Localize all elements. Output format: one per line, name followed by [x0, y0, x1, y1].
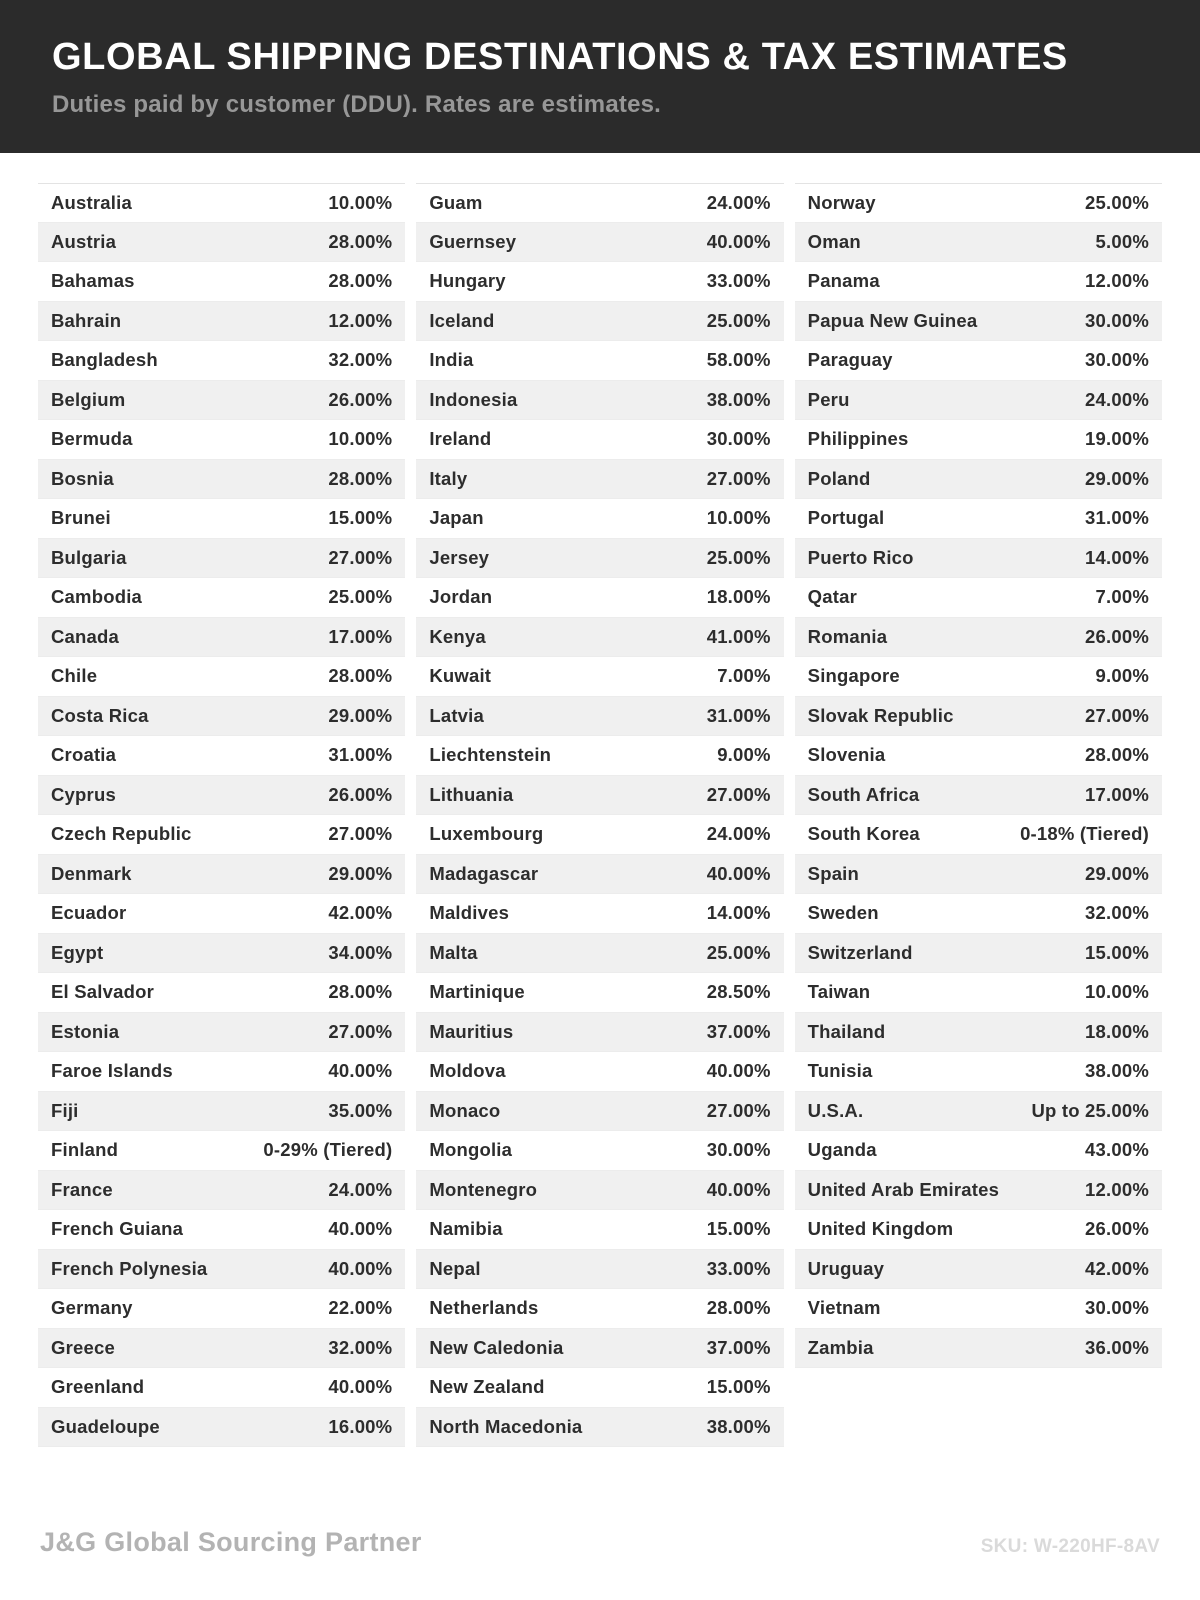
table-row [38, 1131, 405, 1171]
tax-rate: 32.00% [328, 349, 393, 371]
country-name: United Kingdom [807, 1218, 954, 1240]
tax-rate: 12.00% [1085, 270, 1149, 292]
rates-table [0, 153, 1200, 1447]
table-row [38, 381, 405, 421]
table-row [38, 223, 405, 263]
country-name: Czech Republic [51, 823, 192, 845]
country-name: Lithuania [429, 783, 514, 805]
tax-rate: 9.00% [1095, 665, 1149, 687]
table-row [795, 736, 1162, 776]
rates-column-2 [416, 183, 783, 1447]
table-row [416, 697, 783, 737]
tax-rate: 15.00% [328, 507, 393, 529]
country-name: Cyprus [51, 783, 116, 805]
table-row [416, 381, 783, 421]
table-row [38, 973, 405, 1013]
table-row [416, 183, 783, 223]
table-row [795, 776, 1162, 816]
tax-rate: 30.00% [1085, 309, 1149, 331]
table-row [416, 657, 783, 697]
table-row [416, 894, 783, 934]
country-name: Uganda [807, 1139, 877, 1161]
tax-rate: 40.00% [328, 1376, 393, 1398]
table-row [38, 302, 405, 342]
country-name: Croatia [51, 744, 117, 766]
tax-rate: Up to 25.00% [1031, 1099, 1149, 1121]
country-name: Nepal [429, 1257, 481, 1279]
country-name: Bosnia [51, 467, 114, 489]
tax-rate: 26.00% [1085, 1218, 1149, 1240]
table-row [795, 499, 1162, 539]
country-name: Latvia [429, 704, 484, 726]
table-row [38, 499, 405, 539]
footer [0, 1527, 1200, 1600]
tax-rate: 7.00% [717, 665, 771, 687]
tax-rate: 37.00% [706, 1020, 771, 1042]
tax-rate: 24.00% [1085, 388, 1149, 410]
table-row [416, 262, 783, 302]
country-name: Indonesia [429, 388, 518, 410]
tax-rate: 40.00% [706, 1178, 771, 1200]
table-row [416, 815, 783, 855]
table-row [416, 460, 783, 500]
table-row [795, 223, 1162, 263]
table-row [416, 1052, 783, 1092]
tax-rate: 27.00% [328, 546, 393, 568]
table-row [416, 420, 783, 460]
tax-rate: 14.00% [1085, 546, 1149, 568]
tax-rate: 35.00% [328, 1099, 393, 1121]
table-row [38, 855, 405, 895]
table-row [416, 499, 783, 539]
table-row [795, 618, 1162, 658]
tax-rate: 38.00% [706, 388, 771, 410]
country-name: Philippines [807, 428, 909, 450]
tax-rate: 31.00% [1085, 507, 1149, 529]
tax-rate: 24.00% [706, 823, 771, 845]
country-name: Namibia [429, 1218, 503, 1240]
table-row [416, 736, 783, 776]
country-name: Germany [51, 1297, 133, 1319]
tax-rate: 10.00% [328, 428, 393, 450]
country-name: French Guiana [51, 1218, 184, 1240]
tax-rate: 34.00% [328, 941, 393, 963]
table-row [38, 1289, 405, 1329]
country-name: Finland [51, 1139, 119, 1161]
country-name: Slovak Republic [807, 704, 954, 726]
country-name: Slovenia [807, 744, 886, 766]
country-name: Montenegro [429, 1178, 538, 1200]
table-row [38, 736, 405, 776]
table-row [795, 1171, 1162, 1211]
country-name: Luxembourg [429, 823, 544, 845]
table-row [38, 460, 405, 500]
table-row [38, 1368, 405, 1408]
country-name: Papua New Guinea [807, 309, 978, 331]
country-name: Norway [807, 191, 876, 213]
table-row [38, 815, 405, 855]
table-row [416, 578, 783, 618]
tax-rate: 28.00% [328, 665, 393, 687]
tax-rate: 31.00% [328, 744, 393, 766]
table-row [795, 1289, 1162, 1329]
tax-rate: 30.00% [706, 428, 771, 450]
table-row [38, 578, 405, 618]
country-name: Moldova [429, 1060, 506, 1082]
tax-rate: 10.00% [1085, 981, 1149, 1003]
tax-rate: 7.00% [1095, 586, 1149, 608]
tax-rate: 30.00% [706, 1139, 771, 1161]
country-name: Guernsey [429, 230, 517, 252]
table-row [416, 934, 783, 974]
table-row [38, 618, 405, 658]
tax-rate: 40.00% [706, 230, 771, 252]
country-name: Austria [51, 230, 117, 252]
tax-rate: 26.00% [328, 783, 393, 805]
table-row [416, 1013, 783, 1053]
country-name: U.S.A. [807, 1099, 864, 1121]
tax-rate: 26.00% [1085, 625, 1149, 647]
page-subtitle: Duties paid by customer (DDU). Rates are estimates. [52, 91, 662, 118]
tax-rate: 18.00% [706, 586, 771, 608]
country-name: Chile [51, 665, 98, 687]
country-name: United Arab Emirates [807, 1178, 1000, 1200]
tax-rate: 12.00% [328, 309, 393, 331]
table-row [795, 1052, 1162, 1092]
table-row [416, 341, 783, 381]
country-name: Brunei [51, 507, 111, 529]
tax-rate: 40.00% [328, 1060, 393, 1082]
tax-rate: 10.00% [328, 191, 393, 213]
table-row [416, 973, 783, 1013]
tax-rate: 27.00% [328, 823, 393, 845]
country-name: Denmark [51, 862, 132, 884]
country-name: El Salvador [51, 981, 154, 1003]
country-name: Bahrain [51, 309, 122, 331]
country-name: Jordan [429, 586, 493, 608]
country-name: Guadeloupe [51, 1415, 160, 1437]
tax-rate: 28.00% [328, 230, 393, 252]
country-name: Qatar [807, 586, 857, 608]
country-name: Estonia [51, 1020, 120, 1042]
country-name: Iceland [429, 309, 495, 331]
country-name: Malta [429, 941, 478, 963]
table-row [795, 1092, 1162, 1132]
country-name: Martinique [429, 981, 525, 1003]
country-name: Panama [807, 270, 880, 292]
country-name: Greenland [51, 1376, 145, 1398]
rates-column-1 [38, 183, 405, 1447]
country-name: Maldives [429, 902, 510, 924]
rates-column-3 [795, 183, 1162, 1368]
table-row [416, 618, 783, 658]
tax-rate: 28.00% [328, 981, 393, 1003]
tax-rate: 27.00% [328, 1020, 393, 1042]
country-name: New Caledonia [429, 1336, 564, 1358]
table-row [416, 1092, 783, 1132]
country-name: Costa Rica [51, 704, 149, 726]
table-row [416, 1368, 783, 1408]
country-name: Mauritius [429, 1020, 514, 1042]
country-name: Taiwan [807, 981, 871, 1003]
tax-rate: 38.00% [1085, 1060, 1149, 1082]
table-row [795, 341, 1162, 381]
country-name: Kuwait [429, 665, 492, 687]
tax-rate: 24.00% [328, 1178, 393, 1200]
header [0, 0, 1200, 153]
tax-rate: 25.00% [328, 586, 393, 608]
tax-rate: 12.00% [1085, 1178, 1149, 1200]
tax-rate: 28.50% [706, 981, 771, 1003]
country-name: India [429, 349, 474, 371]
table-row [795, 578, 1162, 618]
tax-rate: 40.00% [328, 1218, 393, 1240]
table-row [416, 223, 783, 263]
country-name: Spain [807, 862, 860, 884]
country-name: Peru [807, 388, 850, 410]
country-name: North Macedonia [429, 1415, 583, 1437]
country-name: Egypt [51, 941, 104, 963]
tax-rate: 10.00% [706, 507, 771, 529]
table-row [38, 1329, 405, 1369]
country-name: Portugal [807, 507, 885, 529]
table-row [795, 1329, 1162, 1369]
tax-rate: 9.00% [717, 744, 771, 766]
country-name: Ireland [429, 428, 492, 450]
country-name: Faroe Islands [51, 1060, 173, 1082]
table-row [38, 776, 405, 816]
tax-rate: 28.00% [328, 270, 393, 292]
page-title: GLOBAL SHIPPING DESTINATIONS & TAX ESTIMATES [52, 36, 1068, 78]
country-name: Belgium [51, 388, 126, 410]
country-name: Netherlands [429, 1297, 539, 1319]
table-row [795, 1210, 1162, 1250]
table-row [38, 1210, 405, 1250]
tax-rate: 17.00% [1085, 783, 1149, 805]
country-name: South Africa [807, 783, 920, 805]
tax-rate: 27.00% [706, 467, 771, 489]
tax-rate: 0-29% (Tiered) [263, 1139, 393, 1161]
country-name: French Polynesia [51, 1257, 208, 1279]
country-name: Italy [429, 467, 468, 489]
country-name: Singapore [807, 665, 900, 687]
country-name: Vietnam [807, 1297, 881, 1319]
table-row [795, 460, 1162, 500]
tax-rate: 30.00% [1085, 1297, 1149, 1319]
table-row [38, 697, 405, 737]
table-row [416, 302, 783, 342]
table-row [416, 1210, 783, 1250]
tax-rate: 38.00% [706, 1415, 771, 1437]
tax-rate: 19.00% [1085, 428, 1149, 450]
table-row [38, 420, 405, 460]
country-name: Ecuador [51, 902, 127, 924]
table-row [795, 1250, 1162, 1290]
country-name: Guam [429, 191, 483, 213]
tax-rate: 32.00% [328, 1336, 393, 1358]
country-name: Liechtenstein [429, 744, 552, 766]
tax-rate: 15.00% [706, 1376, 771, 1398]
tax-rate: 27.00% [706, 783, 771, 805]
table-row [795, 815, 1162, 855]
tax-rate: 15.00% [706, 1218, 771, 1240]
table-row [416, 1171, 783, 1211]
tax-rate: 25.00% [706, 546, 771, 568]
country-name: Fiji [51, 1099, 79, 1121]
tax-rate: 25.00% [706, 941, 771, 963]
tax-rate: 40.00% [328, 1257, 393, 1279]
country-name: Sweden [807, 902, 879, 924]
country-name: Bahamas [51, 270, 135, 292]
table-row [38, 1092, 405, 1132]
table-row [38, 341, 405, 381]
country-name: Madagascar [429, 862, 539, 884]
country-name: Switzerland [807, 941, 913, 963]
table-row [38, 934, 405, 974]
country-name: Australia [51, 191, 132, 213]
country-name: Hungary [429, 270, 506, 292]
tax-rate: 25.00% [1085, 191, 1149, 213]
table-row [795, 420, 1162, 460]
table-row [416, 539, 783, 579]
table-row [416, 776, 783, 816]
tax-rate: 18.00% [1085, 1020, 1149, 1042]
table-row [795, 894, 1162, 934]
table-row [416, 1408, 783, 1448]
tax-rate: 28.00% [1085, 744, 1149, 766]
tax-rate: 14.00% [706, 902, 771, 924]
tax-rate: 42.00% [1085, 1257, 1149, 1279]
tax-rate: 42.00% [328, 902, 393, 924]
country-name: Oman [807, 230, 861, 252]
tax-rate: 27.00% [706, 1099, 771, 1121]
tax-rate: 29.00% [328, 704, 393, 726]
tax-rate: 36.00% [1085, 1336, 1149, 1358]
table-row [416, 1329, 783, 1369]
table-row [38, 657, 405, 697]
table-row [38, 1171, 405, 1211]
tax-rate: 30.00% [1085, 349, 1149, 371]
tax-rate: 5.00% [1095, 230, 1149, 252]
tax-rate: 17.00% [328, 625, 393, 647]
table-row [795, 973, 1162, 1013]
country-name: Puerto Rico [807, 546, 914, 568]
tax-rate: 37.00% [706, 1336, 771, 1358]
tax-rate: 40.00% [706, 1060, 771, 1082]
tax-rate: 26.00% [328, 388, 393, 410]
table-row [38, 1013, 405, 1053]
tax-rate: 58.00% [706, 349, 771, 371]
table-row [38, 1052, 405, 1092]
table-row [795, 855, 1162, 895]
country-name: Bulgaria [51, 546, 127, 568]
country-name: Canada [51, 625, 120, 647]
tax-rate: 27.00% [1085, 704, 1149, 726]
country-name: Monaco [429, 1099, 501, 1121]
table-row [795, 1131, 1162, 1171]
table-row [795, 539, 1162, 579]
tax-rate: 25.00% [706, 309, 771, 331]
tax-rate: 28.00% [328, 467, 393, 489]
country-name: New Zealand [429, 1376, 545, 1398]
sku-label: SKU: W-220HF-8AV [980, 1536, 1160, 1557]
tax-rate: 28.00% [706, 1297, 771, 1319]
country-name: Tunisia [807, 1060, 873, 1082]
brand-name: J&G Global Sourcing Partner [40, 1527, 422, 1557]
country-name: Paraguay [807, 349, 893, 371]
tax-rate: 32.00% [1085, 902, 1149, 924]
tax-rate: 0-18% (Tiered) [1020, 823, 1149, 845]
country-name: Jersey [429, 546, 490, 568]
country-name: Mongolia [429, 1139, 513, 1161]
tax-rate: 33.00% [706, 270, 771, 292]
tax-rate: 15.00% [1085, 941, 1149, 963]
tax-rate: 16.00% [328, 1415, 393, 1437]
table-row [795, 381, 1162, 421]
tax-rate: 40.00% [706, 862, 771, 884]
tax-rate: 24.00% [706, 191, 771, 213]
table-row [416, 1250, 783, 1290]
table-row [795, 302, 1162, 342]
country-name: Uruguay [807, 1257, 885, 1279]
table-row [795, 697, 1162, 737]
country-name: South Korea [807, 823, 920, 845]
table-row [795, 262, 1162, 302]
tax-rate: 29.00% [1085, 467, 1149, 489]
country-name: Cambodia [51, 586, 143, 608]
country-name: France [51, 1178, 113, 1200]
country-name: Thailand [807, 1020, 886, 1042]
table-row [38, 262, 405, 302]
tax-rate: 31.00% [706, 704, 771, 726]
table-row [416, 855, 783, 895]
table-row [416, 1289, 783, 1329]
country-name: Japan [429, 507, 484, 529]
table-row [795, 183, 1162, 223]
country-name: Zambia [807, 1336, 874, 1358]
country-name: Bangladesh [51, 349, 158, 371]
tax-rate: 43.00% [1085, 1139, 1149, 1161]
table-row [38, 1408, 405, 1448]
table-row [38, 539, 405, 579]
table-row [416, 1131, 783, 1171]
table-row [38, 894, 405, 934]
tax-rate: 22.00% [328, 1297, 393, 1319]
tax-rate: 29.00% [328, 862, 393, 884]
country-name: Greece [51, 1336, 115, 1358]
country-name: Bermuda [51, 428, 133, 450]
table-row [795, 934, 1162, 974]
country-name: Kenya [429, 625, 486, 647]
tax-rate: 29.00% [1085, 862, 1149, 884]
table-row [795, 657, 1162, 697]
country-name: Poland [807, 467, 871, 489]
country-name: Romania [807, 625, 888, 647]
table-row [38, 1250, 405, 1290]
table-row [795, 1013, 1162, 1053]
table-row [38, 183, 405, 223]
tax-rate: 41.00% [706, 625, 771, 647]
tax-rate: 33.00% [706, 1257, 771, 1279]
